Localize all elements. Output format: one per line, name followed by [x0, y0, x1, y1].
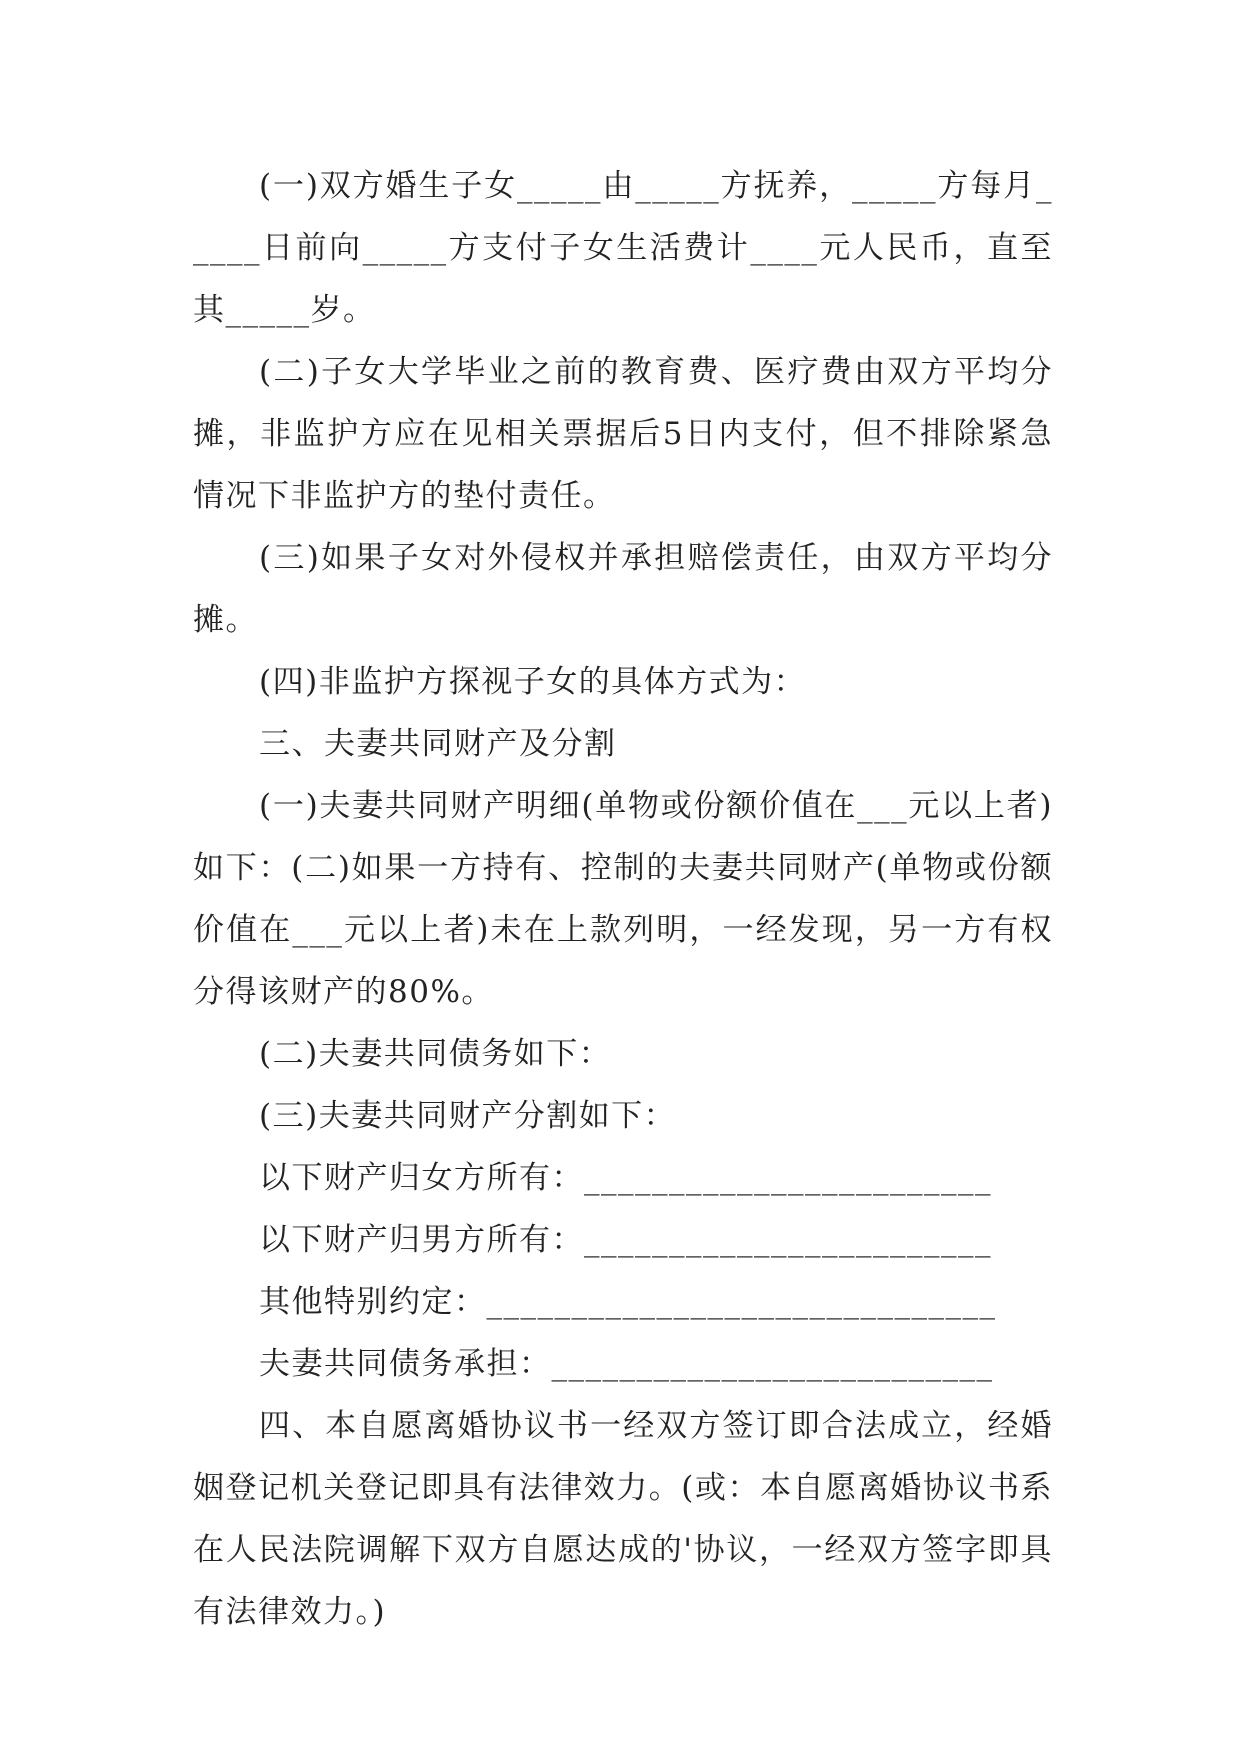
paragraph-tort-liability: (三)如果子女对外侵权并承担赔偿责任，由双方平均分摊。: [193, 540, 1053, 638]
section-heading-property: 三、夫妻共同财产及分割: [259, 726, 617, 762]
fill-line-debt-bearing: 夫妻共同债务承担：__________________________: [259, 1346, 994, 1382]
paragraph-visitation: (四)非监护方探视子女的具体方式为：: [259, 664, 807, 700]
fill-line-wife-property: 以下财产归女方所有：________________________: [259, 1160, 992, 1196]
paragraph-legal-effect: 四、本自愿离婚协议书一经双方签订即合法成立，经婚姻登记机关登记即具有法律效力。(或：本自愿离婚协议书系在人民法院调解下双方自愿达成的'协议，一经双方签字即具有法律效力。): [193, 1408, 1053, 1630]
paragraph-child-custody: (一)双方婚生子女_____由_____方抚养，_____方每月_____日前向_____方支付子女生活费计____元人民币，直至其_____岁。: [193, 168, 1053, 328]
paragraph-education-medical-fees: (二)子女大学毕业之前的教育费、医疗费由双方平均分摊，非监护方应在见相关票据后5日内支付，但不排除紧急情况下非监护方的垫付责任。: [193, 354, 1053, 514]
paragraph-property-details: (一)夫妻共同财产明细(单物或份额价值在___元以上者)如下：(二)如果一方持有、控制的夫妻共同财产(单物或份额价值在___元以上者)未在上款列明，一经发现，另一方有权分得该财产的80%。: [193, 788, 1053, 1010]
fill-line-husband-property: 以下财产归男方所有：________________________: [259, 1222, 992, 1258]
paragraph-joint-debts: (二)夫妻共同债务如下：: [259, 1036, 612, 1072]
document-body: [193, 155, 1053, 1643]
paragraph-property-division: (三)夫妻共同财产分割如下：: [259, 1098, 677, 1134]
fill-line-special-agreement: 其他特别约定：______________________________: [259, 1284, 997, 1320]
